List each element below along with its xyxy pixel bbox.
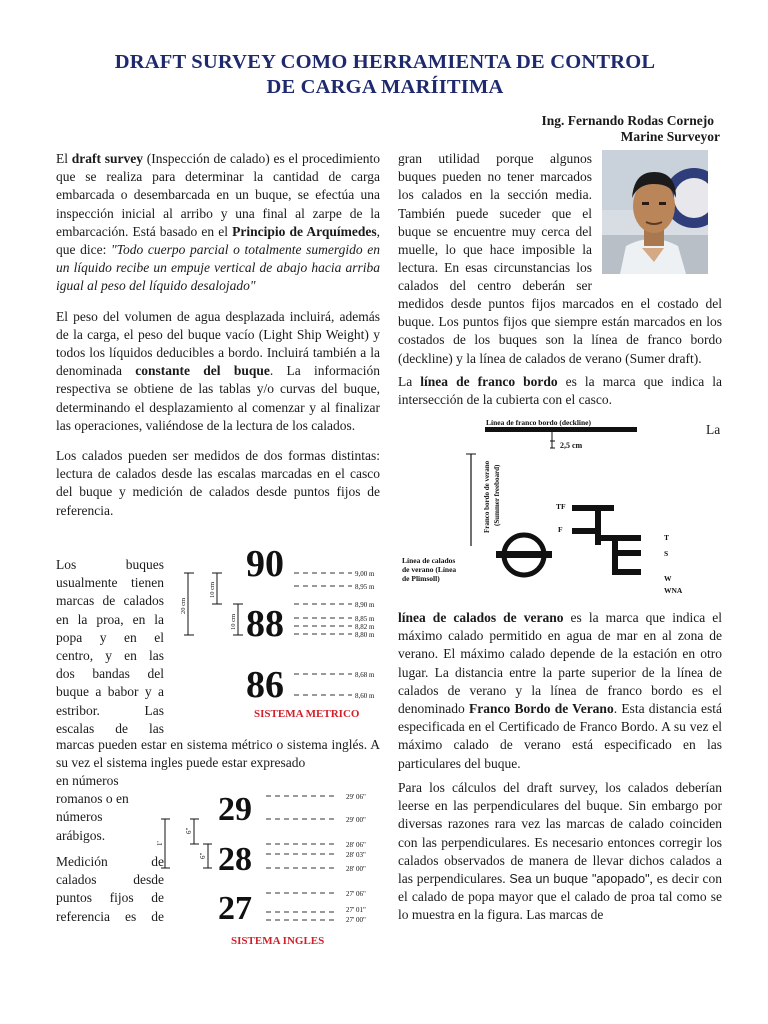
paragraph-intro: El draft survey (Inspección de calado) es el procedimiento que se realiza para determinar la cantidad de carga embarcada o desembarcada en un buque, se efectúa una inspección inicial al arribo y una final al zarpe de la embarcación. Está basado en el Principio de Arquímedes, que dice: "Todo cuerpo parcial o totalmente sumergido en un líquido recibe un empuje vertical de abajo hacia arriba igual al peso del líquido desalojado" xyxy=(56,151,381,294)
summer-draft-label-3: de Plimsoll) xyxy=(402,574,440,583)
author-role: Marine Surveyor xyxy=(620,129,720,144)
metric-reading: 8,60 m xyxy=(355,692,375,700)
english-number-28: 28 xyxy=(218,841,252,878)
mark-tf: TF xyxy=(556,502,566,511)
metric-dim-10cm-b: 10 cm xyxy=(230,613,237,630)
paragraph-draft-marks-narrow-2 xyxy=(56,772,164,845)
text-line: arábigos. xyxy=(56,827,106,843)
english-reading: 29' 00" xyxy=(346,816,366,824)
author-name: Ing. Fernando Rodas Cornejo xyxy=(541,113,714,128)
text-line: dos bandas del xyxy=(56,666,164,682)
text-line: muelle, lo que hace imposible la xyxy=(398,242,592,258)
english-number-27: 27 xyxy=(218,890,252,927)
metric-reading: 8,85 m xyxy=(355,615,375,623)
text-line: estribor. Las xyxy=(56,702,164,718)
summer-draft-label-1: Línea de calados xyxy=(402,556,456,565)
english-reading: 27' 00" xyxy=(346,916,366,924)
text-line: números xyxy=(56,809,103,825)
trimmed-ship-phrase: Sea un buque "apopado" xyxy=(509,872,650,887)
text-line: Medición de xyxy=(56,854,164,869)
deckline-label: Línea de franco bordo (deckline) xyxy=(486,418,591,427)
text-line: Los buques xyxy=(56,557,164,572)
text-line: los calados en la sección media. xyxy=(398,187,592,203)
dim-label-25cm: 2,5 cm xyxy=(560,441,583,450)
english-reading: 27' 01" xyxy=(346,906,366,914)
text-line: lectura. En esas circunstancias los xyxy=(398,260,592,276)
mark-w: W xyxy=(664,574,672,583)
metric-draft-scale-figure xyxy=(172,540,387,725)
paragraph-draft-marks-full: marcas pueden estar en sistema métrico o sistema inglés. A su vez el sistema ingles puede estar expresado xyxy=(56,737,380,771)
metric-reading: 8,80 m xyxy=(355,631,375,639)
text-line: puntos fijos de xyxy=(56,890,164,906)
paragraph-draft-marks-narrow xyxy=(56,556,164,738)
text-line: popa y en el xyxy=(56,629,164,645)
english-reading: 29' 06" xyxy=(346,793,366,801)
text-line: calados desde xyxy=(56,872,164,888)
metric-caption: SISTEMA METRICO xyxy=(254,708,360,720)
text-line: romanos o en xyxy=(56,791,129,807)
paragraph-displacement: El peso del volumen de agua desplazada incluirá, además de la carga, el peso del buque vacío (Light Ship Weight) y todos los líquidos deducibles a bordo. Incluirá también a la denominada constante del buque. La información respectiva se obtiene de las tablas y/o curvas del buque, determinando el desplazamiento al comenzar y al finalizar las operaciones, valiéndose de la lectura de los calados. xyxy=(56,308,380,433)
text-line: usualmente tienen xyxy=(56,575,164,591)
paragraph-fixed-points: medidos desde puntos fijos marcados en el costado del buque. Los puntos fijos que siempre están marcados en los costados de los buques son la línea de franco bordo (deckline) y la línea de calados de verano (Sumer draft). xyxy=(398,296,722,366)
text-line: en la proa, en la xyxy=(56,611,164,627)
text-line: referencia es de xyxy=(56,908,164,924)
text-line: en números xyxy=(56,773,119,788)
document-title xyxy=(40,50,730,100)
text-line: centro, y en las xyxy=(56,648,164,664)
metric-number-86: 86 xyxy=(246,664,284,706)
paragraph-la-fragment: La xyxy=(706,422,721,437)
freeboard-label-1: Franco bordo de verano xyxy=(483,460,491,533)
mark-f: F xyxy=(558,525,563,534)
english-reading: 28' 00" xyxy=(346,865,366,873)
paragraph-deckline: La línea de franco bordo es la marca que indica la intersección de la cubierta con el casco. xyxy=(398,374,722,408)
author-photo xyxy=(602,150,708,274)
archimedes-quote: "Todo cuerpo parcial o totalmente sumergido en un líquido recibe un empuje vertical de abajo hacia arriba igual al peso del líquido desalojado" xyxy=(56,242,380,294)
metric-reading: 9,00 m xyxy=(355,570,375,578)
author-block xyxy=(541,113,720,145)
text-line: calados del centro deberán ser xyxy=(398,278,592,294)
metric-number-90: 90 xyxy=(246,543,284,585)
text-line: buque se encuentre muy cerca del xyxy=(398,223,592,239)
text-line: buques pueden no tener marcados xyxy=(398,169,592,185)
english-dim-1ft: 1' xyxy=(156,841,164,846)
paragraph-draft-methods: Los calados pueden ser medidos de dos formas distintas: lectura de calados desde las escalas marcadas en el casco del buque y medición de calados desde puntos fijos de referencia. xyxy=(56,448,380,518)
mark-wna: WNA xyxy=(664,586,683,595)
text-line: marcas de calados xyxy=(56,593,164,609)
left-column xyxy=(56,150,380,520)
mark-t: T xyxy=(664,533,670,542)
english-reading: 28' 03" xyxy=(346,851,366,859)
text-line: escalas de las xyxy=(56,720,164,736)
title-line-1: DRAFT SURVEY COMO HERRAMIENTA DE CONTROL xyxy=(114,51,656,73)
metric-dim-10cm-a: 10 cm xyxy=(209,581,216,598)
text-line: buque a babor y a xyxy=(56,684,164,700)
metric-reading: 8,95 m xyxy=(355,583,375,591)
text-line: También puede suceder que el xyxy=(398,205,592,221)
english-dim-6in-b: 6" xyxy=(199,852,207,859)
english-dim-6in-a: 6" xyxy=(185,827,193,834)
summer-draft-label-2: de verano (Línea xyxy=(402,565,457,574)
english-reading: 28' 06" xyxy=(346,841,366,849)
paragraph-perpendiculars: Para los cálculos del draft survey, los calados deberían leerse en las perpendiculares del buque. Sin embargo por diversas razones rara vez las marcas de calado coinciden con las perpendiculares. Es necesario entonces corregir los calados observados de manera de llevar dichos calados a las perpendiculares. Sea un buque "apopado", es decir con el calado de popa mayor que el calado de proa tal como se lo muestra en la figura. Las marcas de xyxy=(398,780,722,923)
freeboard-label-2: (Summer freeboard) xyxy=(493,464,501,526)
metric-dim-20cm: 20 cm xyxy=(180,597,187,614)
english-draft-scale-figure xyxy=(150,782,385,952)
title-line-2: DE CARGA MARÍITIMA xyxy=(266,76,504,98)
english-number-29: 29 xyxy=(218,791,252,828)
load-line-figure xyxy=(400,418,705,598)
metric-reading: 8,90 m xyxy=(355,601,375,609)
metric-reading: 8,68 m xyxy=(355,671,375,679)
paragraph-fixed-points-narrow xyxy=(56,853,164,926)
mark-s: S xyxy=(664,549,669,558)
paragraph-summer-draft: línea de calados de verano es la marca que indica el máximo calado permitido en agua de mar en al zona de verano. El máximo calado depende de la estación en otro lugar. La distancia entre la parte superior de la línea de calados de verano y la línea de franco bordo es el denominado Franco Bordo de Verano. Esta distancia está especificada en el Certificado de Franco Bordo. A su vez el máximo calado de verano está especificado en las particulares del buque. xyxy=(398,610,723,771)
english-reading: 27' 06" xyxy=(346,890,366,898)
metric-reading: 8,82 m xyxy=(355,623,375,631)
english-caption: SISTEMA INGLES xyxy=(231,935,325,947)
text-line: gran utilidad porque algunos xyxy=(398,151,592,166)
metric-number-88: 88 xyxy=(246,603,284,645)
paragraph-utility-narrow xyxy=(398,150,592,296)
